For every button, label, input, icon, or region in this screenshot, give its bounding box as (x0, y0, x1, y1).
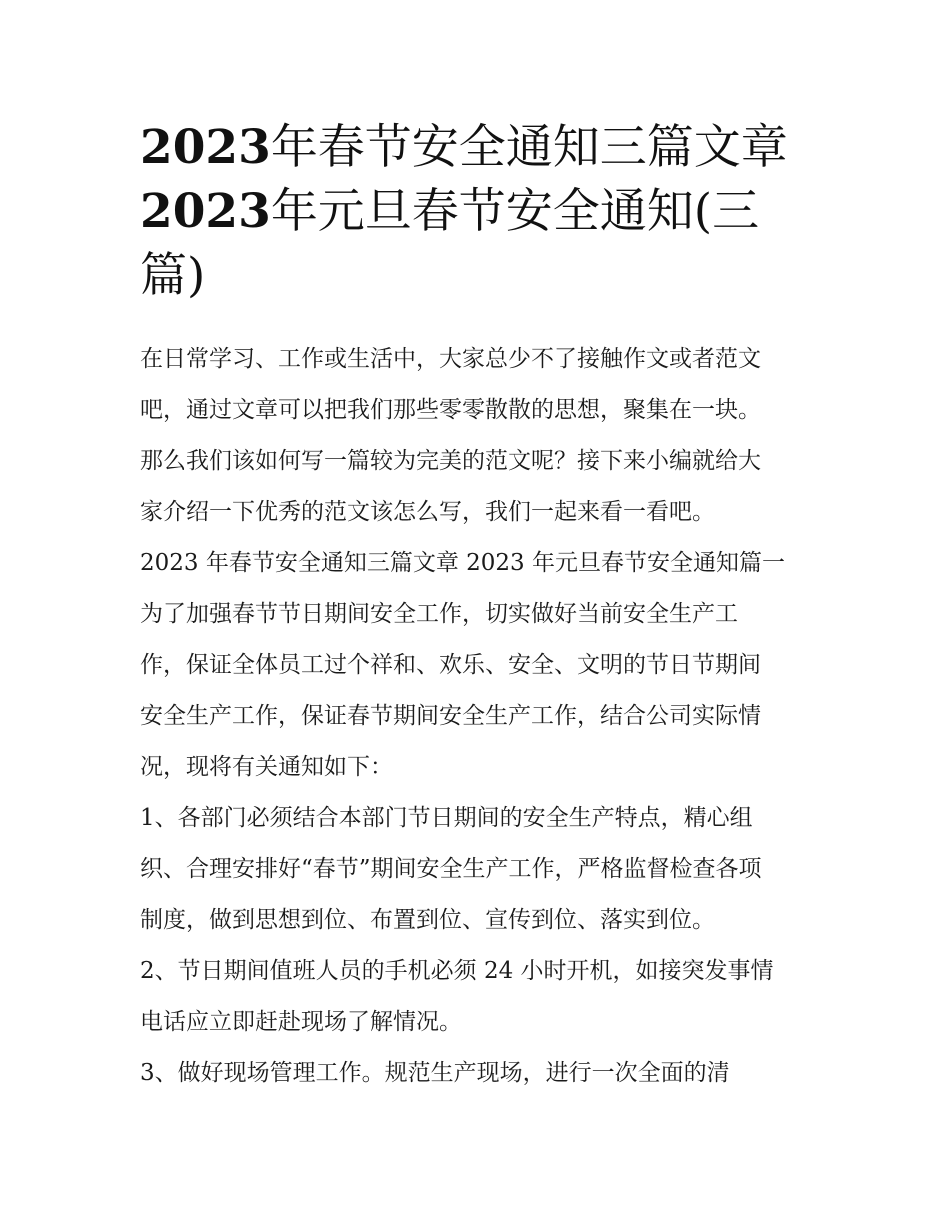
body-line: 2、节日期间值班人员的手机必须 24 小时开机，如接突发事情 (140, 958, 774, 984)
document-content (140, 116, 812, 1099)
title-line-3-text: 篇) (140, 248, 206, 303)
body-line: 在日常学习、工作或生活中，大家总少不了接触作文或者范文 (140, 346, 761, 372)
body-line: 安全生产工作，保证春节期间安全生产工作，结合公司实际情 (140, 703, 761, 729)
body-line: 3、做好现场管理工作。规范生产现场，进行一次全面的清 (140, 1060, 730, 1086)
body-line: 家介绍一下优秀的范文该怎么写，我们一起来看一看吧。 (140, 499, 715, 525)
body-line: 2023 年春节安全通知三篇文章 2023 年元旦春节安全通知篇一 (140, 550, 785, 576)
body-line: 1、各部门必须结合本部门节日期间的安全生产特点，精心组 (140, 805, 753, 831)
body-line: 况，现将有关通知如下： (140, 754, 393, 780)
document-body (140, 334, 812, 1099)
title-line-3 (140, 244, 812, 308)
body-line: 制度，做到思想到位、布置到位、宣传到位、落实到位。 (140, 907, 715, 933)
body-line: 为了加强春节节日期间安全工作，切实做好当前安全生产工 (140, 601, 738, 627)
body-line: 织、合理安排好“春节”期间安全生产工作，严格监督检查各项 (140, 856, 762, 882)
title-line-2-text: 年元旦春节安全通知(三 (270, 184, 760, 239)
title-line-1-text: 年春节安全通知三篇文章 (270, 120, 788, 175)
body-line: 那么我们该如何写一篇较为完美的范文呢？接下来小编就给大 (140, 448, 761, 474)
body-line: 电话应立即赶赴现场了解情况。 (140, 1009, 462, 1035)
body-line: 作，保证全体员工过个祥和、欢乐、安全、文明的节日节期间 (140, 652, 761, 678)
body-line: 吧，通过文章可以把我们那些零零散散的思想，聚集在一块。 (140, 397, 761, 423)
title-line-2-year: 2023 (140, 184, 271, 239)
title-line-1 (140, 116, 812, 180)
title-line-2 (140, 180, 812, 244)
document-title (140, 116, 812, 308)
title-line-1-year: 2023 (140, 120, 271, 175)
